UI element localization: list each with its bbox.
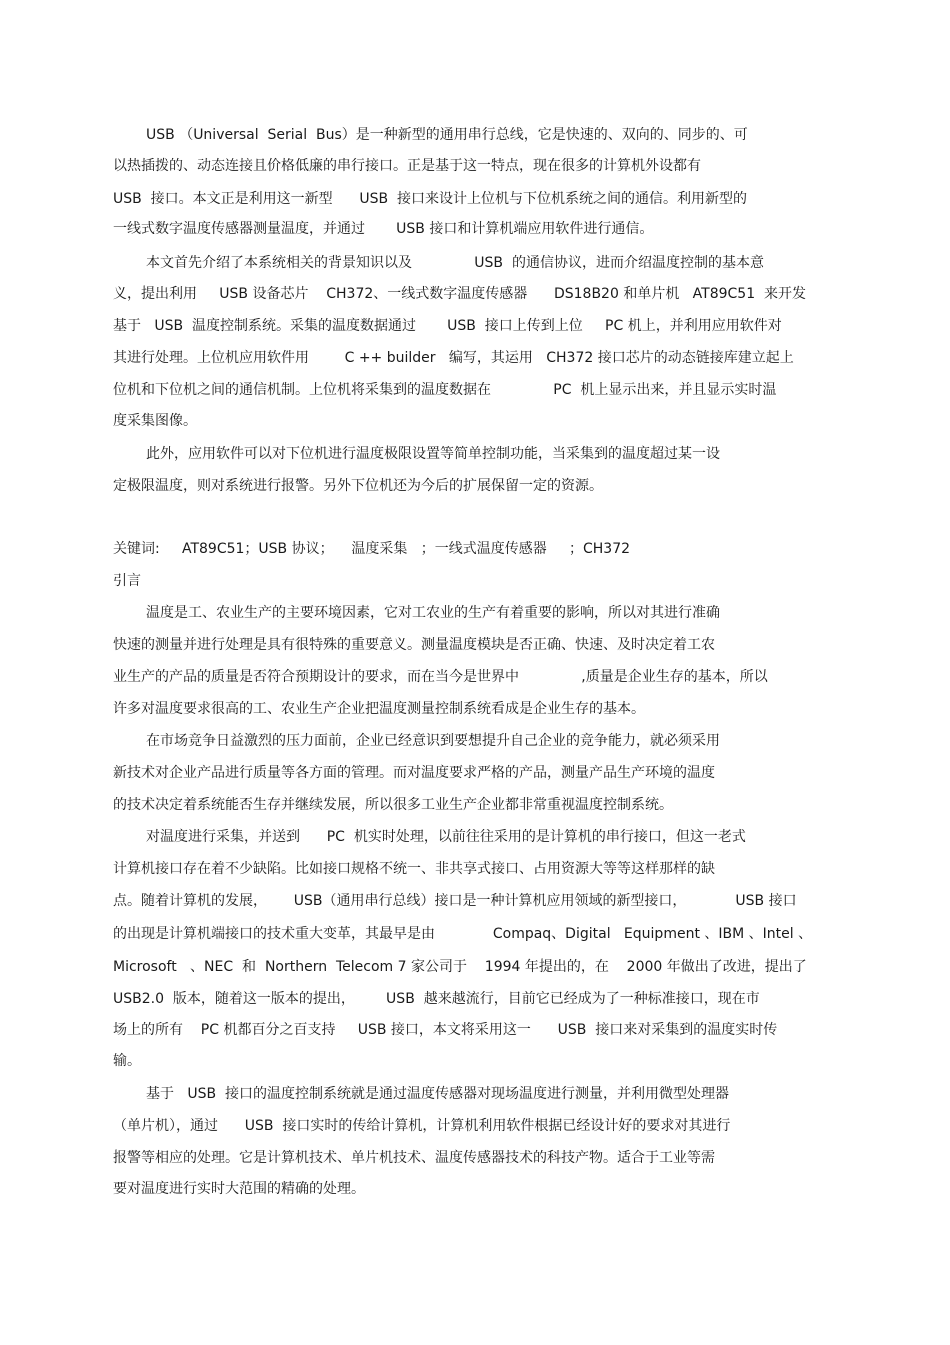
text-line: 输。	[113, 1053, 141, 1069]
text-line: 要对温度进行实时大范围的精确的处理。	[113, 1181, 365, 1197]
text-line: 场上的所有 PC 机都百分之百支持 USB 接口，本文将采用这一 USB 接口来对采集到的温度实时传	[113, 1022, 778, 1038]
text-line: 本文首先介绍了本系统相关的背景知识以及 USB 的通信协议，进而介绍温度控制的基本意	[146, 255, 764, 271]
text-line: 快速的测量并进行处理是具有很特殊的重要意义。测量温度模块是否正确、快速、及时决定着工农	[113, 637, 715, 653]
text-line: USB （Universal Serial Bus）是一种新型的通用串行总线，它是快速的、双向的、同步的、可	[146, 127, 748, 143]
section-heading: 引言	[113, 573, 141, 589]
text-line: 基于 USB 温度控制系统。采集的温度数据通过 USB 接口上传到上位 PC 机上，并利用应用软件对	[113, 318, 782, 334]
text-line: 温度是工、农业生产的主要环境因素，它对工农业的生产有着重要的影响，所以对其进行准确	[146, 605, 720, 621]
text-line: 此外，应用软件可以对下位机进行温度极限设置等简单控制功能，当采集到的温度超过某一设	[146, 446, 720, 462]
text-line: 新技术对企业产品进行质量等各方面的管理。而对温度要求严格的产品，测量产品生产环境的温度	[113, 765, 715, 781]
text-line: 业生产的产品的质量是否符合预期设计的要求，而在当今是世界中 ,质量是企业生存的基本，所以	[113, 669, 768, 685]
text-line: USB 接口。本文正是利用这一新型 USB 接口来设计上位机与下位机系统之间的通信。利用新型的	[113, 191, 747, 207]
text-line: 在市场竞争日益激烈的压力面前，企业已经意识到要想提升自己企业的竞争能力，就必须采用	[146, 733, 720, 749]
text-line: 计算机接口存在着不少缺陷。比如接口规格不统一、非共享式接口、占用资源大等等这样那样的缺	[113, 861, 715, 877]
text-line: 报警等相应的处理。它是计算机技术、单片机技术、温度传感器技术的科技产物。适合于工业等需	[113, 1150, 715, 1166]
text-line: 度采集图像。	[113, 413, 197, 429]
text-line: 定极限温度，则对系统进行报警。另外下位机还为今后的扩展保留一定的资源。	[113, 478, 603, 494]
text-line: USB2.0 版本，随着这一版本的提出， USB 越来越流行，目前它已经成为了一种标准接口，现在市	[113, 991, 760, 1007]
text-line: 的出现是计算机端接口的技术重大变革，其最早是由 Compaq、Digital Equipment 、IBM 、Intel 、	[113, 926, 813, 942]
text-line: 许多对温度要求很高的工、农业生产企业把温度测量控制系统看成是企业生存的基本。	[113, 701, 645, 717]
text-line: （单片机），通过 USB 接口实时的传给计算机，计算机利用软件根据已经设计好的要求对其进行	[113, 1118, 731, 1134]
text-line: 一线式数字温度传感器测量温度，并通过 USB 接口和计算机端应用软件进行通信。	[113, 221, 654, 237]
text-line: 基于 USB 接口的温度控制系统就是通过温度传感器对现场温度进行测量，并利用微型处理器	[146, 1086, 729, 1102]
text-line: 其进行处理。上位机应用软件用 C ++ builder 编写，其运用 CH372 接口芯片的动态链接库建立起上	[113, 350, 794, 366]
keywords-line: 关键词: AT89C51；USB 协议； 温度采集 ；一线式温度传感器 ；CH372	[113, 541, 631, 557]
text-line: 对温度进行采集，并送到 PC 机实时处理，以前往往采用的是计算机的串行接口，但这一老式	[146, 829, 746, 845]
text-line: 义，提出利用 USB 设备芯片 CH372、一线式数字温度传感器 DS18B20 和单片机 AT89C51 来开发	[113, 286, 807, 302]
text-line: 以热插拨的、动态连接且价格低廉的串行接口。正是基于这一特点，现在很多的计算机外设都有	[113, 158, 701, 174]
text-line: 位机和下位机之间的通信机制。上位机将采集到的温度数据在 PC 机上显示出来，并且显示实时温	[113, 382, 777, 398]
text-line: 的技术决定着系统能否生存并继续发展，所以很多工业生产企业都非常重视温度控制系统。	[113, 797, 673, 813]
text-line: 点。随着计算机的发展， USB（通用串行总线）接口是一种计算机应用领域的新型接口， USB 接口	[113, 893, 797, 909]
text-line: Microsoft 、NEC 和 Northern Telecom 7 家公司于 1994 年提出的，在 2000 年做出了改进，提出了	[113, 959, 807, 975]
